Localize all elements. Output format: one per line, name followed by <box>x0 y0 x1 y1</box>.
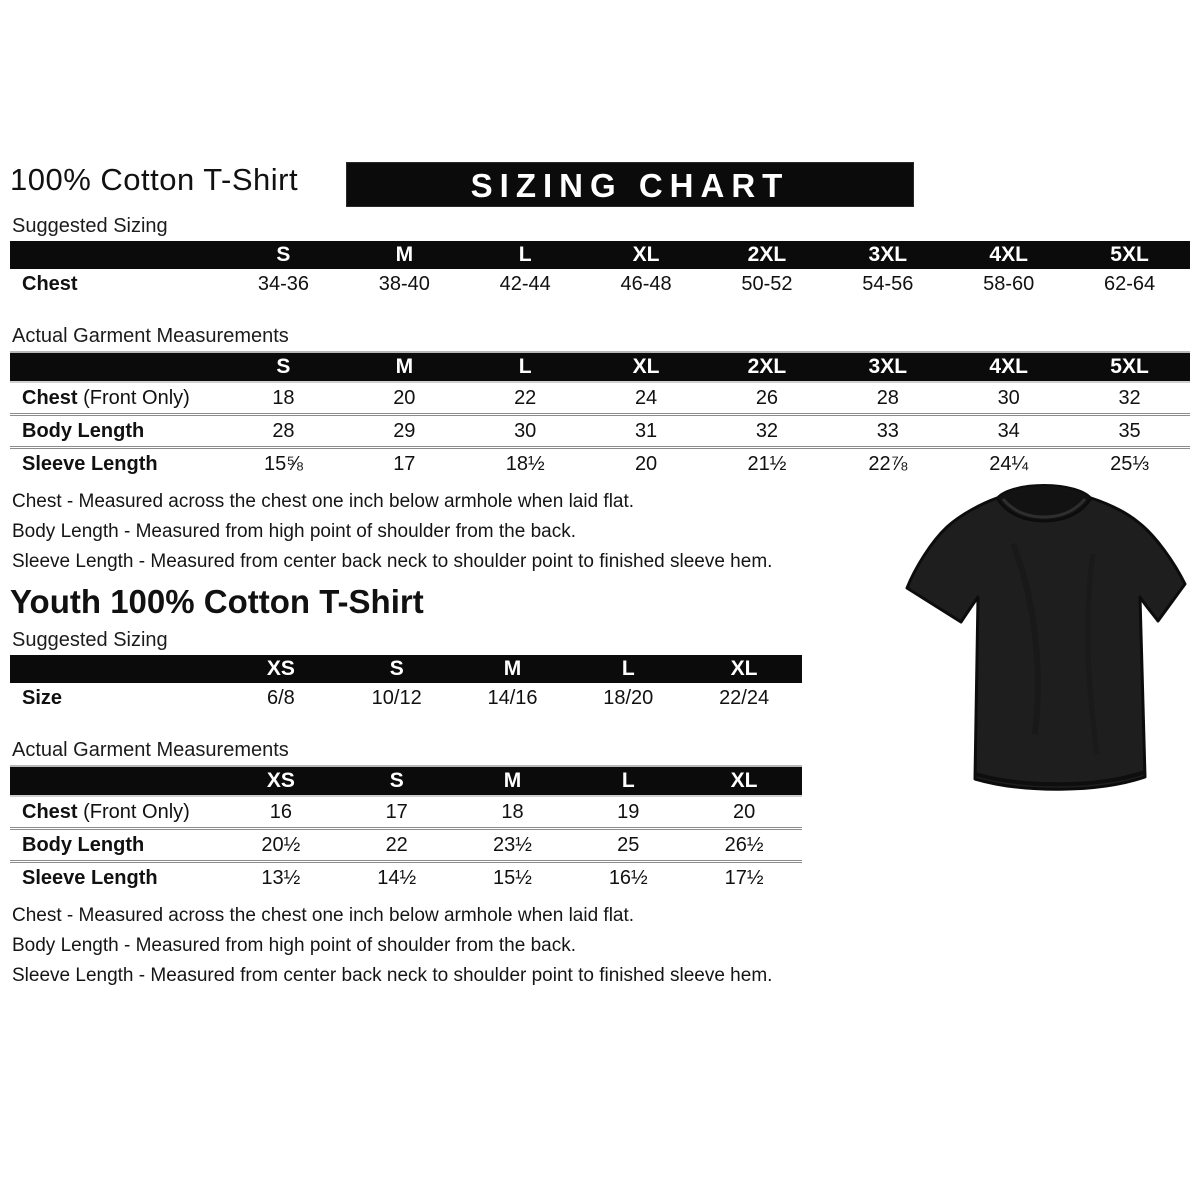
size-cell: 26½ <box>724 833 764 856</box>
size-cell: 50-52 <box>741 272 793 295</box>
tshirt-svg <box>893 474 1197 812</box>
size-cell: 14½ <box>377 866 417 889</box>
note-body-length: Body Length - Measured from high point of shoulder from the back. <box>12 935 576 956</box>
youth-chest-row <box>10 796 802 829</box>
youth-measurements-label: Actual Garment Measurements <box>12 739 289 761</box>
youth-suggested-block <box>10 629 810 713</box>
size-cell: 46-48 <box>620 272 672 295</box>
size-cell: 22 <box>514 386 537 409</box>
size-cell: 26 <box>755 386 779 409</box>
header-cell: 5XL <box>1069 241 1190 269</box>
row-label: Sleeve Length <box>22 866 158 889</box>
size-cell: 15½ <box>493 866 532 889</box>
youth-body-length-row <box>10 829 802 862</box>
header-cell-empty <box>10 766 223 796</box>
row-label: Sleeve Length <box>22 452 158 475</box>
adult-chest-range-row <box>10 269 1190 299</box>
note-sleeve-length: Sleeve Length - Measured from center back neck to shoulder point to finished sleeve hem. <box>12 551 773 572</box>
size-cell: 24¼ <box>989 452 1029 475</box>
youth-measurements-header-row <box>10 766 802 796</box>
adult-measurements-label: Actual Garment Measurements <box>12 325 289 347</box>
adult-suggested-header-row <box>10 241 1190 269</box>
row-label-main: Chest <box>22 386 78 409</box>
size-cell: 18½ <box>505 452 545 475</box>
size-cell: 22/24 <box>719 686 770 709</box>
size-cell: 18/20 <box>603 686 654 709</box>
header <box>10 162 1192 207</box>
row-label-main: Chest <box>22 800 78 823</box>
header-cell: 4XL <box>948 352 1069 382</box>
header-cell: M <box>455 766 571 796</box>
size-cell: 25⅓ <box>1110 452 1150 475</box>
size-cell: 16½ <box>608 866 648 889</box>
black-tshirt-image <box>893 474 1197 812</box>
row-label <box>10 382 223 415</box>
adult-measurements-table <box>10 351 1190 479</box>
size-cell: 29 <box>393 419 416 442</box>
header-cell: XS <box>223 766 339 796</box>
row-label: Body Length <box>22 419 145 442</box>
size-cell: 30 <box>997 386 1020 409</box>
size-cell: 17½ <box>724 866 764 889</box>
size-cell: 62-64 <box>1103 272 1156 295</box>
header-cell: L <box>570 655 686 683</box>
size-cell: 28 <box>876 386 899 409</box>
note-chest: Chest - Measured across the chest one inch below armhole when laid flat. <box>12 491 635 512</box>
youth-measurements-table <box>10 765 802 893</box>
sizing-chart-banner: SIZING CHART <box>346 162 914 207</box>
header-cell: 2XL <box>707 352 828 382</box>
header-cell: L <box>465 241 586 269</box>
adult-chest-row <box>10 382 1190 415</box>
row-label: Size <box>22 686 63 709</box>
size-cell: 15⅝ <box>263 452 303 475</box>
adult-suggested-label: Suggested Sizing <box>12 215 168 237</box>
size-cell: 24 <box>634 386 658 409</box>
header-cell-empty <box>10 241 223 269</box>
header-cell: S <box>223 352 344 382</box>
row-label-suffix: (Front Only) <box>77 386 190 409</box>
header-cell: XL <box>686 766 802 796</box>
header-cell-empty <box>10 352 223 382</box>
adult-suggested-table <box>10 241 1190 299</box>
size-cell: 20 <box>732 800 756 823</box>
size-cell: 58-60 <box>983 272 1035 295</box>
youth-measurements-block <box>10 739 810 893</box>
size-cell: 42-44 <box>499 272 551 295</box>
note-sleeve-length: Sleeve Length - Measured from center back neck to shoulder point to finished sleeve hem. <box>12 965 773 986</box>
size-cell: 21½ <box>747 452 787 475</box>
size-cell: 17 <box>385 800 408 823</box>
adult-measurements-block <box>10 325 1192 479</box>
adult-measurements-header-row <box>10 352 1190 382</box>
size-cell: 17 <box>393 452 416 475</box>
size-cell: 28 <box>272 419 295 442</box>
size-cell: 18 <box>272 386 295 409</box>
note-chest: Chest - Measured across the chest one inch below armhole when laid flat. <box>12 905 635 926</box>
header-cell: XS <box>223 655 339 683</box>
size-cell: 34 <box>997 419 1020 442</box>
youth-size-row <box>10 683 802 713</box>
size-cell: 33 <box>876 419 899 442</box>
size-cell: 10/12 <box>371 686 422 709</box>
size-cell: 54-56 <box>862 272 914 295</box>
header-cell: S <box>223 241 344 269</box>
size-cell: 6/8 <box>266 686 295 709</box>
size-cell: 35 <box>1118 419 1141 442</box>
header-cell: L <box>465 352 586 382</box>
size-cell: 13½ <box>261 866 301 889</box>
size-cell: 32 <box>755 419 779 442</box>
header-cell: 5XL <box>1069 352 1190 382</box>
youth-suggested-label: Suggested Sizing <box>12 629 168 651</box>
page-title: 100% Cotton T-Shirt <box>10 162 299 197</box>
size-cell: 20½ <box>261 833 301 856</box>
size-cell: 38-40 <box>378 272 430 295</box>
row-label: Body Length <box>22 833 145 856</box>
youth-suggested-table <box>10 655 802 713</box>
size-cell: 19 <box>617 800 640 823</box>
size-cell: 32 <box>1118 386 1141 409</box>
row-label: Chest <box>22 272 78 295</box>
size-cell: 31 <box>634 419 658 442</box>
youth-notes <box>12 901 810 991</box>
size-cell: 23½ <box>493 833 532 856</box>
header-cell-empty <box>10 655 223 683</box>
row-label-suffix: (Front Only) <box>77 800 190 823</box>
header-cell: M <box>455 655 571 683</box>
header-cell: M <box>344 241 465 269</box>
size-cell: 22⅞ <box>868 452 908 475</box>
header-cell: XL <box>586 241 707 269</box>
header-cell: S <box>339 655 455 683</box>
size-cell: 20 <box>634 452 658 475</box>
size-cell: 14/16 <box>487 686 538 709</box>
row-label <box>10 796 223 829</box>
header-cell: 3XL <box>827 241 948 269</box>
size-cell: 25 <box>617 833 640 856</box>
header-cell: 2XL <box>707 241 828 269</box>
size-cell: 30 <box>514 419 537 442</box>
header-cell: 3XL <box>827 352 948 382</box>
youth-suggested-header-row <box>10 655 802 683</box>
header-cell: M <box>344 352 465 382</box>
header-cell: XL <box>586 352 707 382</box>
size-cell: 18 <box>501 800 524 823</box>
youth-section <box>10 583 810 991</box>
header-cell: S <box>339 766 455 796</box>
size-cell: 20 <box>393 386 416 409</box>
youth-sleeve-length-row <box>10 862 802 894</box>
size-cell: 16 <box>269 800 293 823</box>
adult-suggested-block <box>10 215 1192 299</box>
header-cell: 4XL <box>948 241 1069 269</box>
header-cell: L <box>570 766 686 796</box>
size-cell: 34-36 <box>257 272 310 295</box>
adult-body-length-row <box>10 415 1190 448</box>
youth-title: Youth 100% Cotton T-Shirt <box>10 583 424 620</box>
header-cell: XL <box>686 655 802 683</box>
note-body-length: Body Length - Measured from high point of shoulder from the back. <box>12 521 576 542</box>
size-cell: 22 <box>385 833 408 856</box>
